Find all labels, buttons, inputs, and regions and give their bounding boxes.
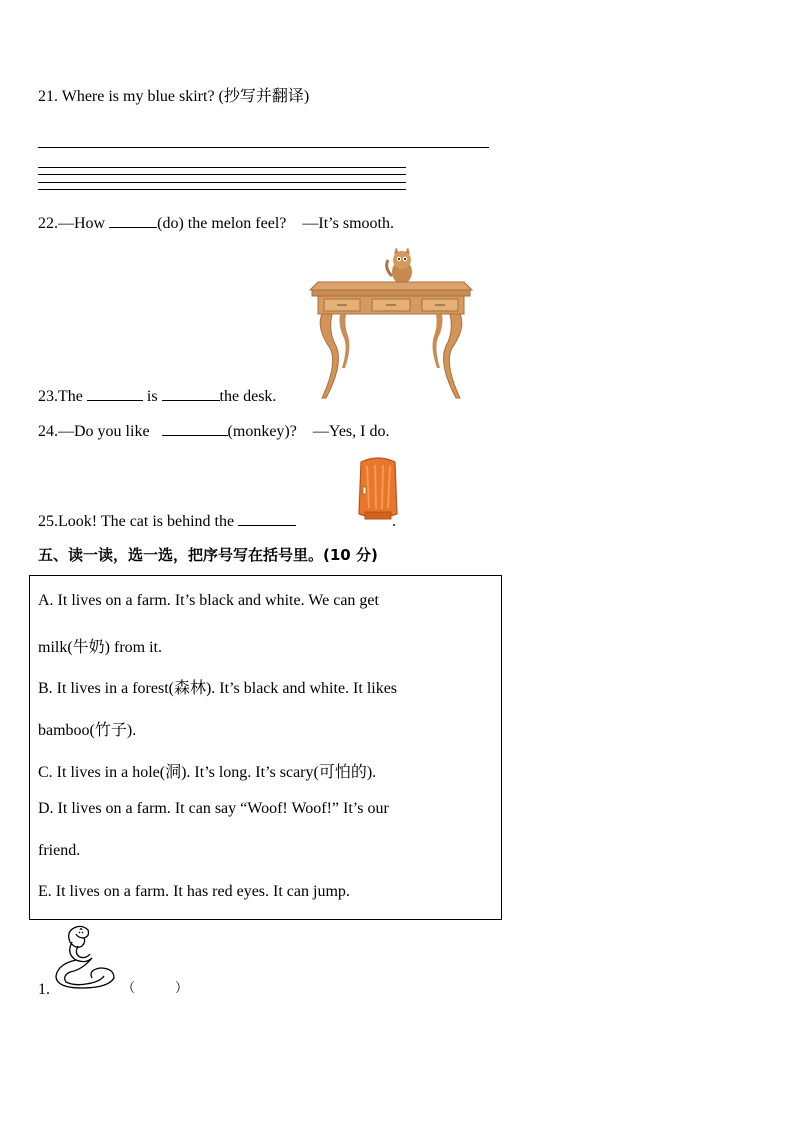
question-24-answer: —Yes, I do. bbox=[312, 423, 390, 440]
question-24-prefix: 24.—Do you like bbox=[38, 423, 154, 440]
answer-parentheses[interactable] bbox=[122, 979, 188, 999]
blank[interactable] bbox=[109, 212, 157, 228]
blank[interactable] bbox=[87, 385, 143, 401]
question-23-prefix: 23.The bbox=[38, 388, 87, 405]
section-five-heading: 五、读一读，选一选，把序号写在括号里。(10 分) bbox=[38, 546, 378, 564]
option-a-line-2: milk(牛奶) from it. bbox=[38, 639, 162, 656]
question-25-text: 25.Look! The cat is behind the bbox=[38, 513, 239, 530]
option-d-line-2: friend. bbox=[38, 842, 81, 859]
paren-close: ） bbox=[175, 981, 189, 996]
question-21 bbox=[38, 87, 309, 107]
option-c-line-1: C. It lives in a hole(洞). It’s long. It’s scary(可怕的). bbox=[38, 764, 377, 781]
question-23 bbox=[38, 385, 276, 407]
four-line-grid-line bbox=[38, 189, 406, 190]
options-box bbox=[29, 575, 502, 920]
paren-open: （ bbox=[122, 981, 136, 996]
option-e-line-1: E. It lives on a farm. It has red eyes. It can jump. bbox=[38, 883, 350, 900]
question-25-end: . bbox=[392, 513, 397, 530]
question-23-verb: is bbox=[142, 388, 162, 405]
option-d-line-1: D. It lives on a farm. It can say “Woof! Woof!” It’s our bbox=[38, 800, 389, 817]
question-24-middle: (monkey)? bbox=[227, 423, 297, 440]
snake-icon bbox=[52, 924, 116, 992]
blank[interactable] bbox=[162, 385, 220, 401]
four-line-grid-line bbox=[38, 174, 406, 175]
option-b-line-1: B. It lives in a forest(森林). It’s black and white. It likes bbox=[38, 680, 398, 697]
question-24 bbox=[38, 420, 389, 442]
blank[interactable] bbox=[238, 510, 296, 526]
desk-icon bbox=[308, 248, 474, 400]
four-line-grid-line bbox=[38, 167, 406, 168]
option-a-line-1: A. It lives on a farm. It’s black and white. We can get bbox=[38, 592, 379, 609]
answer-line bbox=[38, 147, 489, 148]
blank[interactable] bbox=[162, 420, 228, 436]
question-21-text: . Where is my blue skirt? (抄写并翻译) bbox=[54, 88, 310, 105]
question-22-answer: —It’s smooth. bbox=[302, 215, 394, 232]
question-22 bbox=[38, 212, 394, 234]
item-1-number: 1. bbox=[38, 981, 50, 998]
question-25 bbox=[38, 510, 396, 532]
option-b-line-2: bamboo(竹子). bbox=[38, 722, 137, 739]
question-22-middle: (do) the melon feel? bbox=[157, 215, 287, 232]
question-21-number: 21 bbox=[38, 88, 54, 105]
question-22-prefix: 22.—How bbox=[38, 215, 110, 232]
question-23-suffix: the desk. bbox=[219, 388, 277, 405]
cat-icon bbox=[387, 248, 412, 286]
four-line-grid-line bbox=[38, 182, 406, 183]
